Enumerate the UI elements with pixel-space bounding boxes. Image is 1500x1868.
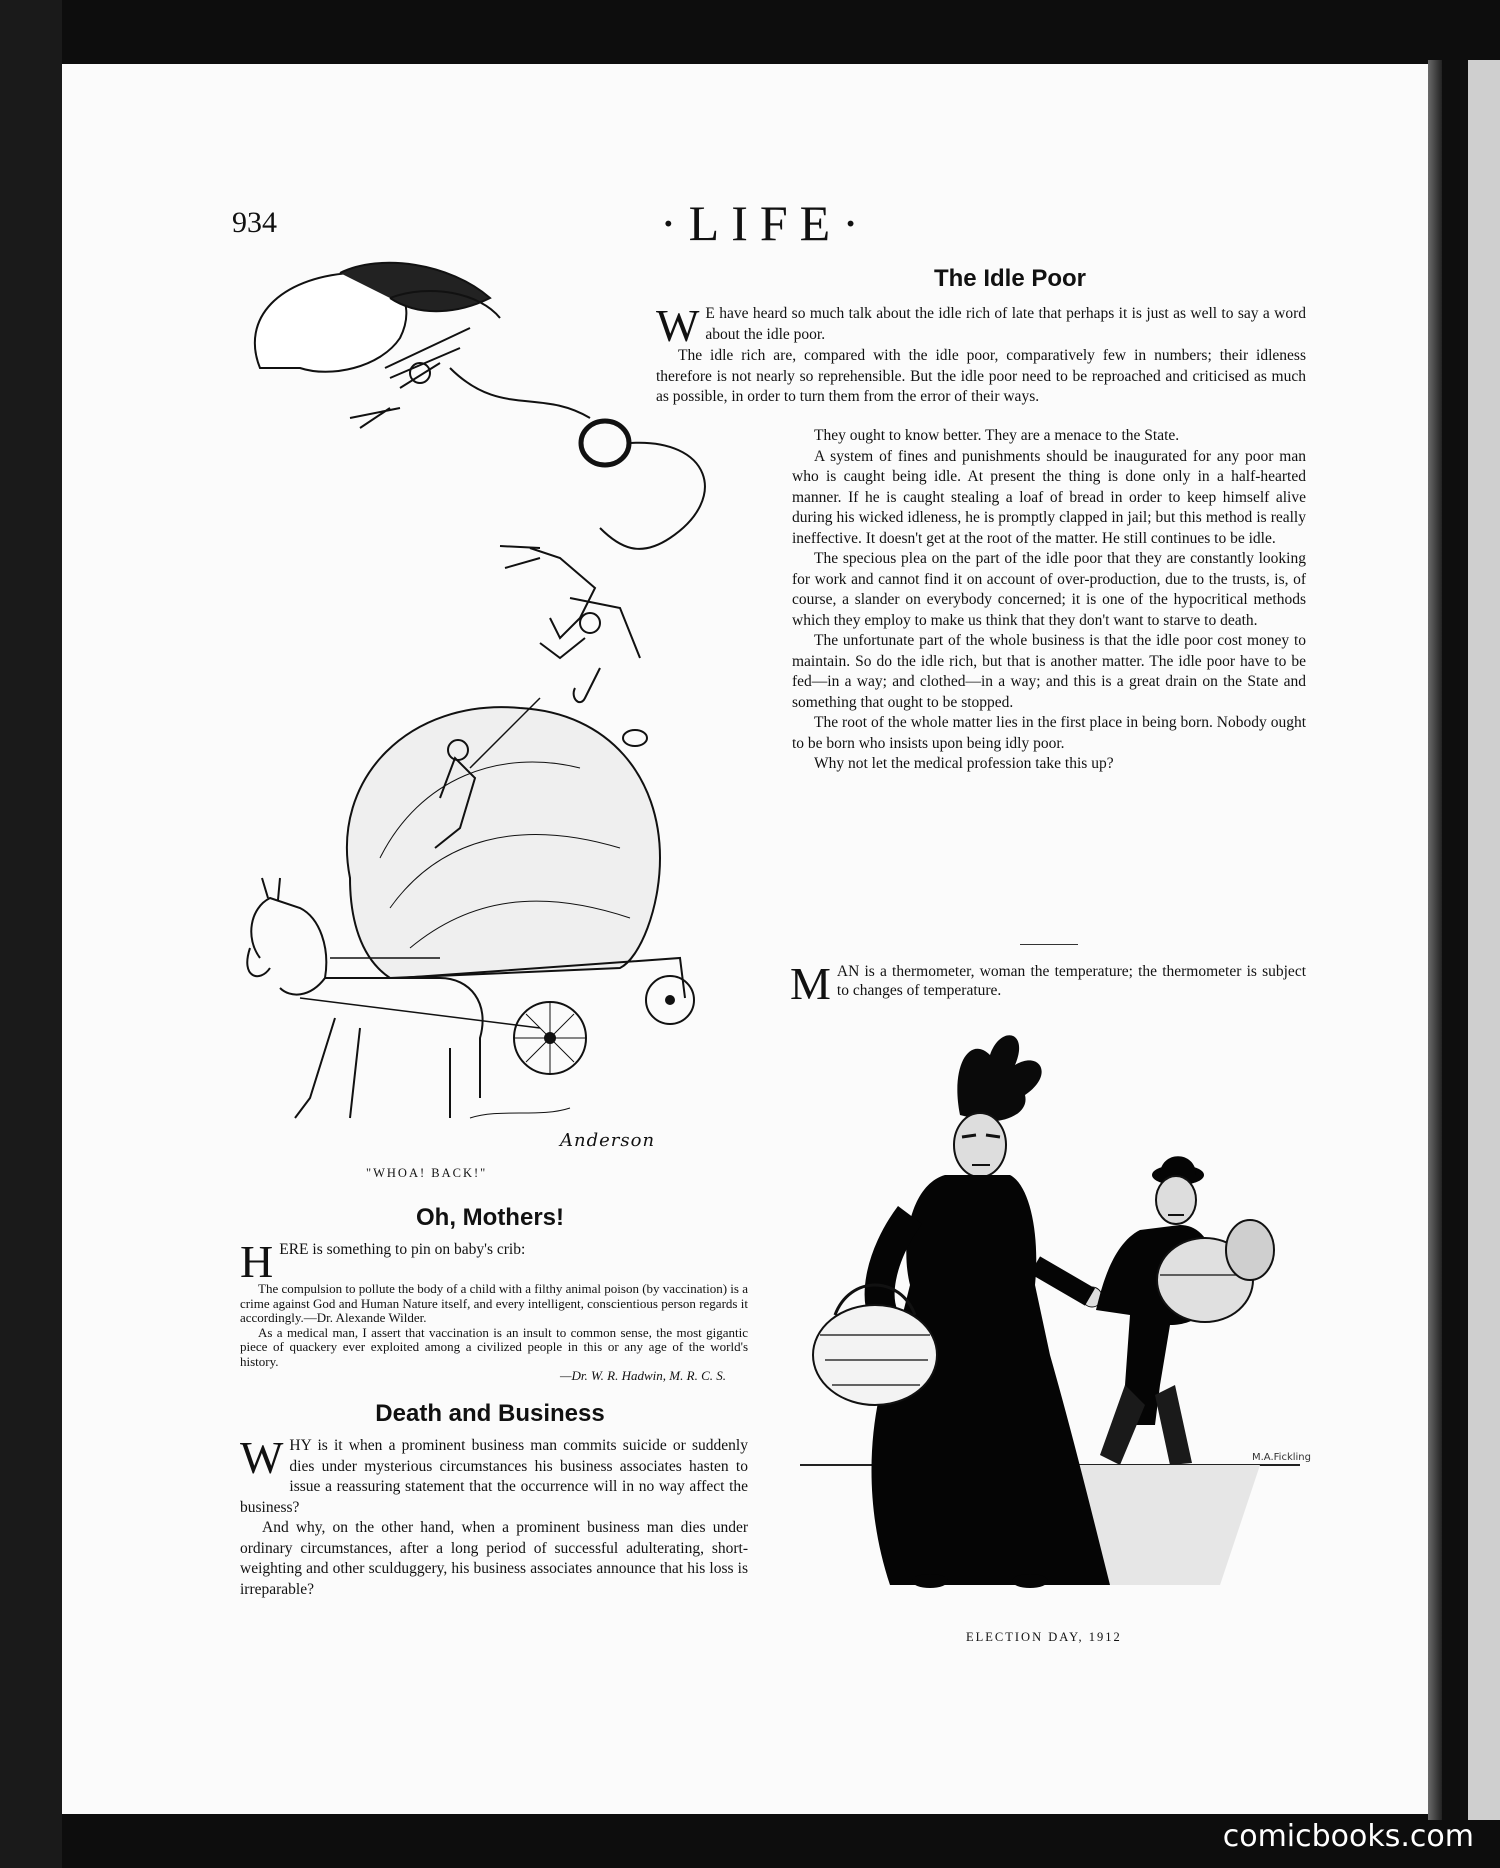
idle-poor-lead <box>656 300 1306 408</box>
top-cartoon-caption: "WHOA! BACK!" <box>366 1166 488 1180</box>
oh-mothers-title: Oh, Mothers! <box>416 1204 564 1231</box>
idle-poor-body <box>792 426 1306 775</box>
hay-wagon-cartoon <box>240 258 720 1178</box>
masthead: ·LIFE· <box>660 195 871 251</box>
vaccination-attribution: —Dr. W. R. Hadwin, M. R. C. S. <box>559 1368 726 1383</box>
vaccination-quote-1: The compulsion to pollute the body of a child with a filthy animal poison (by vaccination) is a crime against God and Human Nature itself, and every intelligent, conscientious person regards it accordingly.—Dr. Alexande Wilder. <box>240 1281 748 1325</box>
idle-poor-para-4: A system of fines and punishments should be inaugurated for any poor man who is caught being idle. At present the thing is done only in a half-hearted manner. If he is caught stealing a loaf of bread in order to keep himself alive during his wicked idleness, he is promptly clapped in jail; but this method is really ineffective. It doesn't get at the root of the matter. He still continues to be idle. <box>792 447 1306 547</box>
page-number: 934 <box>232 206 277 239</box>
idle-poor-para-1: E have heard so much talk about the idle rich of late that perhaps it is just as well to say a word about the idle poor. <box>705 305 1306 343</box>
death-business-para-1: HY is it when a prominent business man commits suicide or suddenly dies under mysterious circumstances his business associates hasten to issue a reassuring statement that the occurrence will in no way affect the business? <box>240 1437 748 1516</box>
vaccination-quotes <box>240 1282 748 1384</box>
binding-gutter <box>1442 60 1468 1820</box>
election-cartoon-caption: ELECTION DAY, 1912 <box>966 1630 1122 1644</box>
idle-poor-para-2: The idle rich are, compared with the idle poor, comparatively few in numbers; their idleness therefore is not nearly so reprehensible. But the idle poor need to be reproached and criticised as much as possible, in order to turn them from the error of their ways. <box>656 347 1306 405</box>
thermometer-text: AN is a thermometer, woman the temperature; the thermometer is subject to changes of temperature. <box>836 963 1306 999</box>
next-page-edge <box>1468 60 1500 1820</box>
idle-poor-para-6: The unfortunate part of the whole business is that the idle poor cost money to maintain. So do the idle rich, but that is another matter. The idle poor have to be fed—in a way; and clothed—in a way; and this is a great drain on the State and something that ought to be stopped. <box>792 632 1306 711</box>
election-cartoon-signature: M.A.Fickling <box>1252 1452 1311 1463</box>
idle-poor-dropcap: W <box>656 300 700 351</box>
death-business-dropcap: W <box>240 1432 284 1483</box>
page-edge-shadow <box>1428 60 1442 1820</box>
scan-left-border <box>0 0 62 1868</box>
idle-poor-title: The Idle Poor <box>933 265 1086 292</box>
oh-mothers-intro <box>240 1236 748 1287</box>
oh-mothers-dropcap: H <box>240 1236 274 1287</box>
vaccination-quote-2: As a medical man, I assert that vaccination is an insult to common sense, the most gigantic piece of quackery ever exploited among a civilized people in this or any age of the world's history. <box>240 1324 748 1369</box>
oh-mothers-intro-text: ERE is something to pin on baby's crib: <box>279 1241 526 1258</box>
idle-poor-para-5: The specious plea on the part of the idle poor that they are constantly looking for work and cannot find it on account of over-production, due to the trusts, is, of course, a slander on everybody concerned; it is one of the hypocritical methods which they employ to make us think that they don't want to starve to death. <box>792 550 1306 629</box>
election-day-cartoon <box>800 1025 1320 1595</box>
death-business-body <box>240 1432 748 1600</box>
death-business-title: Death and Business <box>375 1400 605 1427</box>
idle-poor-para-8: Why not let the medical profession take this up? <box>814 755 1114 772</box>
idle-poor-para-3: They ought to know better. They are a menace to the State. <box>814 427 1180 444</box>
thermometer-item <box>790 958 1306 1009</box>
thermometer-dropcap: M <box>790 958 831 1009</box>
idle-poor-para-7: The root of the whole matter lies in the first place in being born. Nobody ought to be born who insists upon being idly poor. <box>792 714 1306 752</box>
section-divider <box>1020 944 1078 945</box>
top-cartoon-signature: Anderson <box>560 1130 656 1151</box>
death-business-para-2: And why, on the other hand, when a prominent business man dies under ordinary circumstances, after a long period of successful adulterating, short-weighting and other sculduggery, his business associates announce that his loss is irreparable? <box>240 1519 748 1598</box>
watermark: comicbooks.com <box>1222 1819 1474 1854</box>
